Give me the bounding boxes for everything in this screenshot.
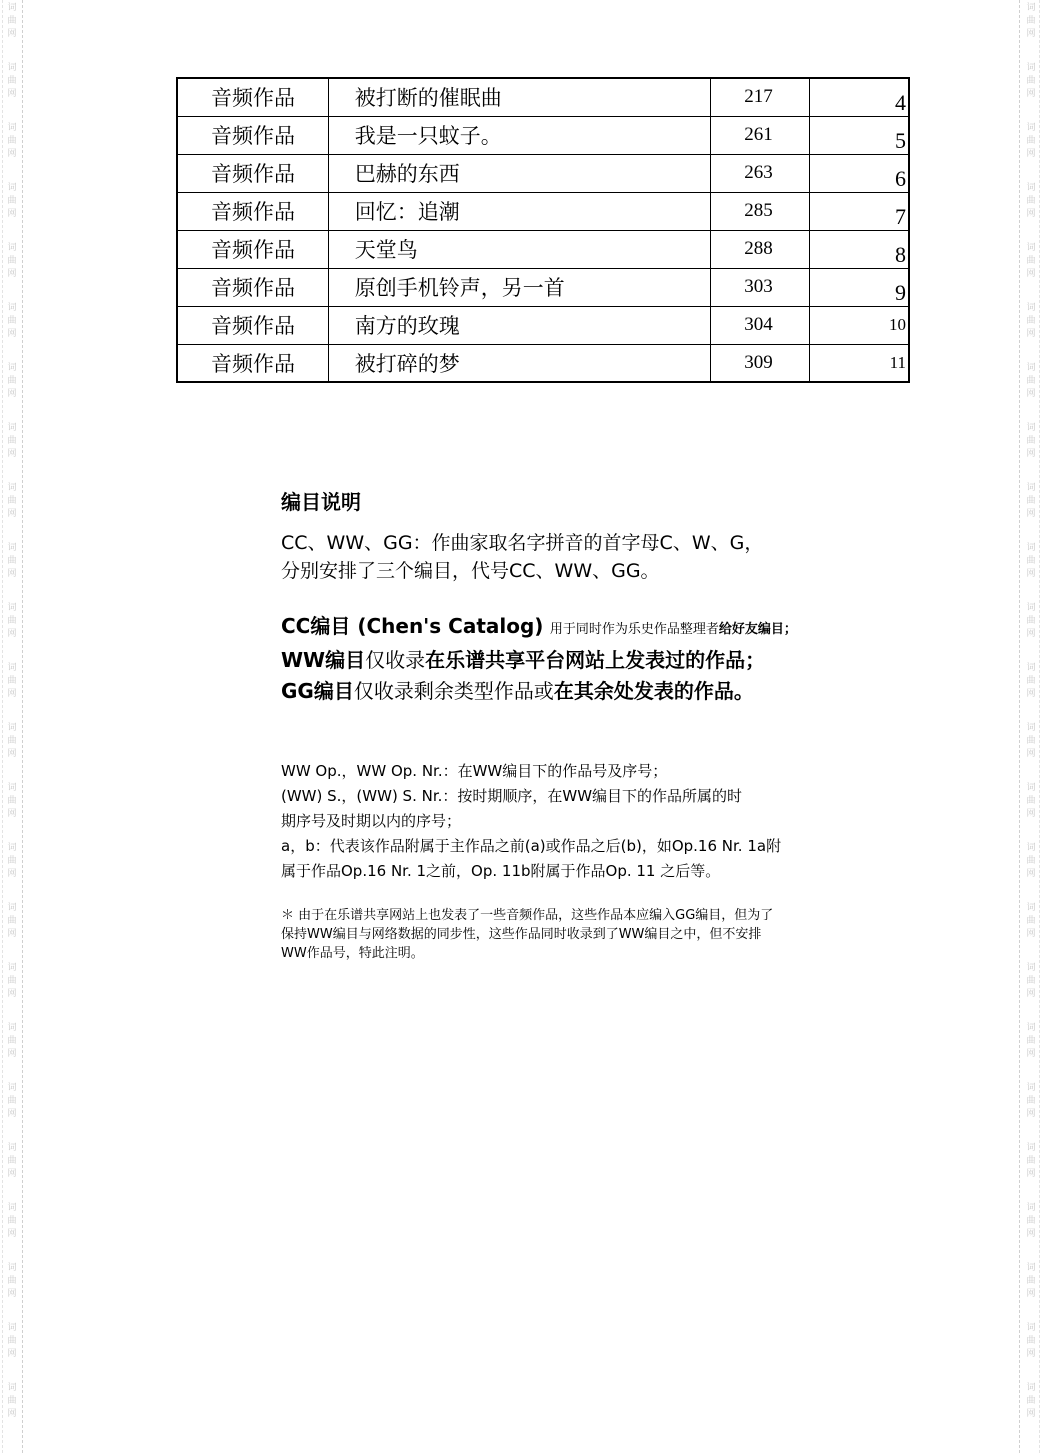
- work-type-cell: 音频作品: [177, 306, 328, 344]
- watermark-char: 网: [7, 29, 17, 39]
- watermark-mark: [1024, 1262, 1038, 1301]
- gg-bold: 在其余处发表的作品。: [553, 679, 754, 703]
- intro-line-2: 分别安排了三个编目，代号CC、WW、GG。: [281, 560, 660, 582]
- watermark-char: 网: [7, 1169, 17, 1179]
- ww-bold: 在乐谱共享平台网站上发表过的作品；: [425, 648, 766, 672]
- watermark-char: 词: [1026, 363, 1036, 373]
- work-type-cell: 音频作品: [177, 154, 328, 192]
- watermark-mark: [1024, 1142, 1038, 1181]
- page-number-cell: 304: [711, 306, 810, 344]
- watermark-char: 曲: [1026, 196, 1036, 206]
- footnote-line-1: ＊ 由于在乐谱共享网站上也发表了一些音频作品，这些作品本应编入GG编目，但为了: [281, 908, 774, 923]
- watermark-char: 网: [7, 1349, 17, 1359]
- watermark-mark: [5, 362, 19, 401]
- watermark-char: 词: [7, 483, 17, 493]
- watermark-mark: [1024, 122, 1038, 161]
- watermark-char: 网: [7, 389, 17, 399]
- ww-mid: 仅收录: [365, 648, 426, 672]
- index-number-cell: 5: [810, 116, 909, 154]
- page-number-cell: 288: [711, 230, 810, 268]
- definition-line-2: (WW) S.，(WW) S. Nr.：按时期顺序，在WW编目下的作品所属的时: [281, 787, 743, 805]
- watermark-char: 词: [7, 1203, 17, 1213]
- watermark-char: 网: [1026, 329, 1036, 339]
- watermark-mark: [5, 182, 19, 221]
- watermark-mark: [5, 662, 19, 701]
- intro-line-1: CC、WW、GG：作曲家取名字拼音的首字母C、W、G，: [281, 532, 764, 554]
- watermark-mark: [1024, 482, 1038, 521]
- work-title-cell: 我是一只蚊子。: [328, 116, 711, 154]
- watermark-char: 网: [1026, 509, 1036, 519]
- watermark-char: 词: [1026, 63, 1036, 73]
- watermark-char: 词: [7, 723, 17, 733]
- watermark-char: 网: [1026, 1109, 1036, 1119]
- watermark-mark: [5, 482, 19, 521]
- page-number-cell: 263: [711, 154, 810, 192]
- watermark-char: 曲: [7, 1216, 17, 1226]
- watermark-char: 网: [1026, 1349, 1036, 1359]
- watermark-char: 曲: [7, 736, 17, 746]
- footnote-line-3: WW作品号，特此注明。: [281, 946, 424, 961]
- work-type-cell: 音频作品: [177, 344, 328, 382]
- page-number-cell: 217: [711, 78, 810, 116]
- work-type-cell: 音频作品: [177, 192, 328, 230]
- watermark-char: 网: [1026, 1169, 1036, 1179]
- watermark-char: 词: [1026, 723, 1036, 733]
- watermark-mark: [5, 302, 19, 341]
- watermark-char: 词: [7, 1023, 17, 1033]
- watermark-mark: [5, 2, 19, 41]
- watermark-char: 曲: [1026, 16, 1036, 26]
- watermark-char: 网: [1026, 449, 1036, 459]
- watermark-char: 曲: [1026, 1036, 1036, 1046]
- watermark-char: 网: [7, 989, 17, 999]
- works-table: [176, 77, 910, 383]
- watermark-mark: [5, 1022, 19, 1061]
- watermark-char: 网: [1026, 1229, 1036, 1239]
- watermark-char: 词: [1026, 843, 1036, 853]
- watermark-char: 词: [1026, 303, 1036, 313]
- watermark-char: 曲: [7, 16, 17, 26]
- footnote-line-2: 保持WW编目与网络数据的同步性，这些作品同时收录到了WW编目之中，但不安排: [281, 927, 762, 942]
- watermark-char: 曲: [1026, 916, 1036, 926]
- table-row: [177, 192, 909, 230]
- watermark-mark: [1024, 1022, 1038, 1061]
- watermark-char: 词: [7, 3, 17, 13]
- watermark-char: 曲: [7, 796, 17, 806]
- gg-prefix: GG编目: [281, 679, 354, 703]
- page-number-cell: 261: [711, 116, 810, 154]
- table-row: [177, 344, 909, 382]
- watermark-char: 网: [1026, 869, 1036, 879]
- watermark-char: 网: [7, 329, 17, 339]
- watermark-mark: [1024, 902, 1038, 941]
- ww-catalog-line: [281, 645, 881, 676]
- watermark-char: 网: [7, 449, 17, 459]
- watermark-char: 词: [7, 603, 17, 613]
- watermark-char: 词: [1026, 183, 1036, 193]
- watermark-char: 网: [1026, 209, 1036, 219]
- gg-catalog-line: [281, 676, 881, 707]
- watermark-char: 曲: [7, 1036, 17, 1046]
- watermark-char: 网: [1026, 689, 1036, 699]
- watermark-mark: [5, 422, 19, 461]
- watermark-char: 词: [1026, 1383, 1036, 1393]
- watermark-mark: [1024, 722, 1038, 761]
- watermark-mark: [5, 1322, 19, 1361]
- watermark-char: 曲: [7, 1336, 17, 1346]
- watermark-char: 词: [1026, 783, 1036, 793]
- watermark-mark: [1024, 422, 1038, 461]
- notes-title: 编目说明: [281, 490, 361, 514]
- page-number-cell: 303: [711, 268, 810, 306]
- watermark-mark: [5, 542, 19, 581]
- watermark-char: 曲: [7, 256, 17, 266]
- watermark-char: 曲: [7, 976, 17, 986]
- watermark-char: 网: [7, 89, 17, 99]
- watermark-mark: [1024, 782, 1038, 821]
- watermark-char: 词: [7, 1083, 17, 1093]
- left-margin-guide: [22, 0, 23, 1453]
- watermark-char: 词: [1026, 543, 1036, 553]
- catalog-notes: [281, 486, 881, 963]
- table-row: [177, 116, 909, 154]
- watermark-char: 曲: [7, 196, 17, 206]
- watermark-mark: [1024, 1322, 1038, 1361]
- work-title-cell: 原创手机铃声，另一首: [328, 268, 711, 306]
- watermark-mark: [5, 62, 19, 101]
- watermark-char: 曲: [7, 76, 17, 86]
- watermark-char: 曲: [7, 1096, 17, 1106]
- watermark-char: 词: [1026, 123, 1036, 133]
- watermark-char: 曲: [1026, 1216, 1036, 1226]
- watermark-char: 词: [1026, 3, 1036, 13]
- watermark-mark: [5, 962, 19, 1001]
- table-row: [177, 154, 909, 192]
- index-number-cell: 6: [810, 154, 909, 192]
- watermark-char: 曲: [7, 556, 17, 566]
- table-row: [177, 230, 909, 268]
- work-title-cell: 被打断的催眠曲: [328, 78, 711, 116]
- watermark-char: 词: [7, 963, 17, 973]
- watermark-char: 词: [1026, 243, 1036, 253]
- watermark-char: 词: [7, 843, 17, 853]
- definition-line-1: WW Op.，WW Op. Nr.：在WW编目下的作品号及序号；: [281, 762, 668, 780]
- watermark-char: 词: [1026, 1143, 1036, 1153]
- index-number-cell: 8: [810, 230, 909, 268]
- watermark-char: 网: [1026, 269, 1036, 279]
- watermark-char: 曲: [1026, 556, 1036, 566]
- watermark-char: 词: [7, 243, 17, 253]
- watermark-char: 曲: [1026, 736, 1036, 746]
- watermark-char: 曲: [7, 1156, 17, 1166]
- watermark-char: 网: [1026, 149, 1036, 159]
- table-row: [177, 268, 909, 306]
- watermark-mark: [1024, 662, 1038, 701]
- work-title-cell: 回忆：追潮: [328, 192, 711, 230]
- watermark-char: 网: [1026, 569, 1036, 579]
- watermark-mark: [1024, 2, 1038, 41]
- watermark-char: 网: [7, 869, 17, 879]
- gg-mid: 仅收录剩余类型作品或: [353, 679, 554, 703]
- watermark-char: 词: [1026, 603, 1036, 613]
- watermark-char: 词: [1026, 483, 1036, 493]
- watermark-char: 网: [7, 1109, 17, 1119]
- right-outer-guide: [1039, 0, 1040, 1453]
- watermark-char: 曲: [1026, 616, 1036, 626]
- work-title-cell: 天堂鸟: [328, 230, 711, 268]
- index-number-cell: 9: [810, 268, 909, 306]
- watermark-char: 网: [7, 1409, 17, 1419]
- watermark-char: 词: [1026, 963, 1036, 973]
- watermark-char: 曲: [1026, 76, 1036, 86]
- watermark-char: 网: [1026, 629, 1036, 639]
- watermark-char: 词: [7, 783, 17, 793]
- watermark-mark: [1024, 362, 1038, 401]
- watermark-char: 曲: [1026, 1096, 1036, 1106]
- watermark-mark: [5, 782, 19, 821]
- cc-catalog-line: [281, 611, 881, 645]
- watermark-mark: [5, 1082, 19, 1121]
- work-title-cell: 被打碎的梦: [328, 344, 711, 382]
- cc-prefix: CC编目 (Chen's Catalog): [281, 614, 544, 638]
- watermark-char: 词: [7, 423, 17, 433]
- watermark-char: 曲: [1026, 1336, 1036, 1346]
- definition-line-3: 期序号及时期以内的序号；: [281, 812, 462, 830]
- watermark-mark: [1024, 62, 1038, 101]
- index-number-cell: 7: [810, 192, 909, 230]
- watermark-mark: [5, 122, 19, 161]
- watermark-char: 曲: [1026, 136, 1036, 146]
- definition-line-5: 属于作品Op.16 Nr. 1之前，Op. 11b附属于作品Op. 11 之后等。: [281, 862, 721, 880]
- watermark-char: 网: [7, 1049, 17, 1059]
- watermark-mark: [5, 1382, 19, 1421]
- watermark-char: 词: [1026, 1263, 1036, 1273]
- watermark-mark: [5, 602, 19, 641]
- watermark-char: 网: [7, 629, 17, 639]
- definition-line-4: a，b：代表该作品附属于主作品之前(a)或作品之后(b)，如Op.16 Nr. 1a附: [281, 837, 782, 855]
- watermark-char: 网: [7, 569, 17, 579]
- watermark-mark: [1024, 842, 1038, 881]
- watermark-char: 词: [7, 123, 17, 133]
- watermark-char: 网: [1026, 389, 1036, 399]
- page-number-cell: 309: [711, 344, 810, 382]
- index-number-cell: 4: [810, 78, 909, 116]
- watermark-char: 词: [7, 1143, 17, 1153]
- watermark-mark: [5, 902, 19, 941]
- watermark-char: 词: [1026, 1323, 1036, 1333]
- watermark-char: 曲: [7, 676, 17, 686]
- watermark-char: 词: [7, 543, 17, 553]
- watermark-char: 词: [7, 903, 17, 913]
- watermark-char: 词: [1026, 423, 1036, 433]
- watermark-char: 曲: [1026, 376, 1036, 386]
- watermark-char: 曲: [7, 916, 17, 926]
- watermark-char: 曲: [1026, 976, 1036, 986]
- watermark-char: 网: [7, 749, 17, 759]
- watermark-char: 曲: [7, 496, 17, 506]
- watermark-mark: [5, 1142, 19, 1181]
- watermark-char: 词: [1026, 663, 1036, 673]
- watermark-char: 网: [7, 689, 17, 699]
- watermark-mark: [1024, 242, 1038, 281]
- watermark-mark: [1024, 542, 1038, 581]
- watermark-mark: [1024, 602, 1038, 641]
- watermark-char: 网: [1026, 1289, 1036, 1299]
- watermark-char: 词: [7, 1383, 17, 1393]
- watermark-char: 曲: [1026, 1156, 1036, 1166]
- watermark-char: 曲: [1026, 436, 1036, 446]
- watermark-mark: [1024, 1082, 1038, 1121]
- watermark-mark: [1024, 302, 1038, 341]
- watermark-char: 曲: [7, 376, 17, 386]
- watermark-char: 词: [1026, 1083, 1036, 1093]
- watermark-char: 曲: [7, 1396, 17, 1406]
- watermark-char: 网: [7, 509, 17, 519]
- watermark-char: 网: [7, 1229, 17, 1239]
- watermark-char: 词: [7, 1263, 17, 1273]
- watermark-char: 曲: [1026, 1396, 1036, 1406]
- watermark-char: 词: [7, 183, 17, 193]
- watermark-char: 词: [1026, 1203, 1036, 1213]
- watermark-char: 曲: [7, 616, 17, 626]
- watermark-char: 网: [7, 209, 17, 219]
- watermark-char: 网: [1026, 1409, 1036, 1419]
- work-type-cell: 音频作品: [177, 78, 328, 116]
- watermark-char: 网: [1026, 749, 1036, 759]
- watermark-mark: [1024, 182, 1038, 221]
- watermark-mark: [5, 1262, 19, 1301]
- cc-description-bold: 给好友编目；: [718, 622, 797, 637]
- watermark-char: 词: [7, 63, 17, 73]
- watermark-char: 词: [7, 1323, 17, 1333]
- watermark-char: 曲: [7, 136, 17, 146]
- table-row: [177, 78, 909, 116]
- watermark-char: 曲: [7, 436, 17, 446]
- watermark-char: 曲: [7, 316, 17, 326]
- work-type-cell: 音频作品: [177, 116, 328, 154]
- watermark-char: 词: [1026, 903, 1036, 913]
- ww-prefix: WW编目: [281, 648, 366, 672]
- watermark-char: 网: [1026, 1049, 1036, 1059]
- watermark-mark: [1024, 1202, 1038, 1241]
- watermark-char: 曲: [7, 856, 17, 866]
- index-number-cell: 11: [810, 344, 909, 382]
- watermark-char: 网: [1026, 809, 1036, 819]
- watermark-char: 曲: [1026, 496, 1036, 506]
- watermark-char: 词: [7, 303, 17, 313]
- watermark-char: 网: [7, 149, 17, 159]
- watermark-char: 网: [1026, 89, 1036, 99]
- watermark-mark: [5, 1202, 19, 1241]
- watermark-char: 曲: [1026, 856, 1036, 866]
- watermark-mark: [1024, 962, 1038, 1001]
- watermark-mark: [1024, 1382, 1038, 1421]
- watermark-char: 词: [7, 363, 17, 373]
- page-number-cell: 285: [711, 192, 810, 230]
- work-type-cell: 音频作品: [177, 268, 328, 306]
- watermark-char: 曲: [7, 1276, 17, 1286]
- watermark-char: 网: [7, 1289, 17, 1299]
- table-row: [177, 306, 909, 344]
- watermark-char: 曲: [1026, 1276, 1036, 1286]
- work-title-cell: 南方的玫瑰: [328, 306, 711, 344]
- index-number-cell: 10: [810, 306, 909, 344]
- watermark-char: 曲: [1026, 256, 1036, 266]
- watermark-char: 曲: [1026, 796, 1036, 806]
- watermark-mark: [5, 722, 19, 761]
- watermark-char: 词: [7, 663, 17, 673]
- watermark-char: 网: [7, 269, 17, 279]
- cc-description: 用于同时作为乐史作品整理者: [549, 622, 719, 637]
- watermark-char: 网: [1026, 929, 1036, 939]
- watermark-char: 网: [7, 809, 17, 819]
- left-outer-guide: [2, 0, 3, 1453]
- right-margin-guide: [1019, 0, 1020, 1453]
- watermark-mark: [5, 242, 19, 281]
- work-title-cell: 巴赫的东西: [328, 154, 711, 192]
- watermark-char: 网: [1026, 29, 1036, 39]
- work-type-cell: 音频作品: [177, 230, 328, 268]
- watermark-char: 网: [1026, 989, 1036, 999]
- watermark-mark: [5, 842, 19, 881]
- watermark-char: 曲: [1026, 316, 1036, 326]
- watermark-char: 词: [1026, 1023, 1036, 1033]
- watermark-char: 网: [7, 929, 17, 939]
- watermark-char: 曲: [1026, 676, 1036, 686]
